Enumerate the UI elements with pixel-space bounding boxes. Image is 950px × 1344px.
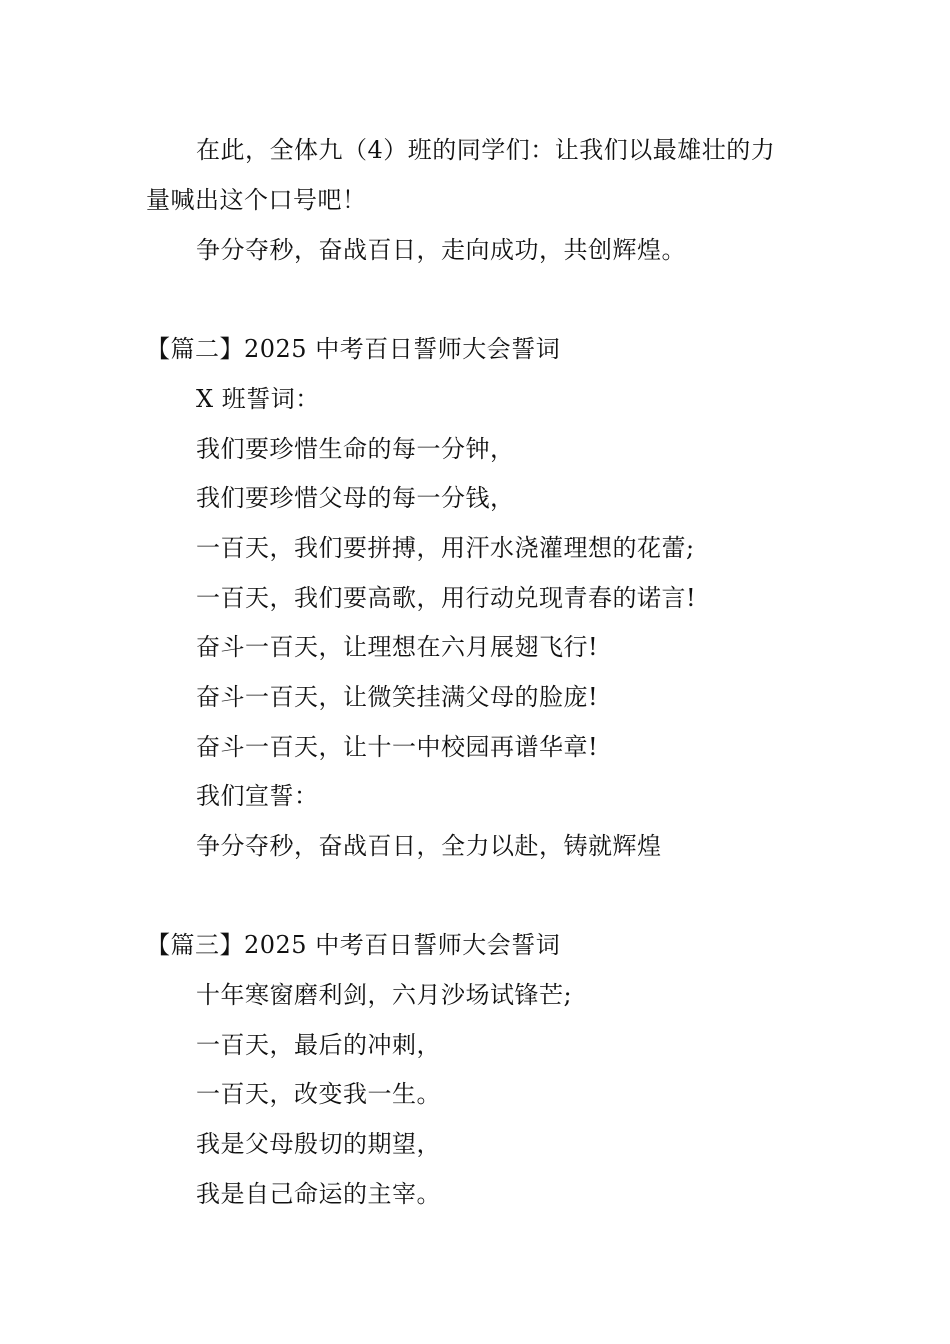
section-3-line: 我是父母殷切的期望，	[196, 1130, 441, 1158]
section-2-line: 奋斗一百天，让微笑挂满父母的脸庞!	[196, 683, 599, 711]
intro-line-1: 在此，全体九（4）班的同学们：让我们以最雄壮的力	[196, 136, 776, 164]
section-3-line: 一百天，最后的冲刺，	[196, 1031, 441, 1059]
section-3-line: 一百天，改变我一生。	[196, 1080, 441, 1108]
section-2-line: 我们要珍惜父母的每一分钱，	[196, 484, 515, 512]
section-3-line: 十年寒窗磨利剑，六月沙场试锋芒;	[196, 981, 573, 1009]
intro-line-2: 量喊出这个口号吧！	[146, 186, 367, 214]
section-2-line: 一百天，我们要高歌，用行动兑现青春的诺言!	[196, 584, 697, 612]
section-2-line: 争分夺秒，奋战百日，全力以赴，铸就辉煌	[196, 832, 662, 860]
section-2-line: 奋斗一百天，让理想在六月展翅飞行!	[196, 633, 599, 661]
section-2-line: 我们要珍惜生命的每一分钟，	[196, 435, 515, 463]
section-2-line: X 班誓词：	[196, 385, 320, 413]
section-2-line: 奋斗一百天，让十一中校园再谱华章!	[196, 733, 599, 761]
section-2-line: 我们宣誓：	[196, 782, 319, 810]
section-2-heading: 【篇二】2025 中考百日誓师大会誓词	[146, 335, 561, 363]
section-3-heading: 【篇三】2025 中考百日誓师大会誓词	[146, 931, 561, 959]
section-3-line: 我是自己命运的主宰。	[196, 1180, 441, 1208]
section-2-line: 一百天，我们要拼搏，用汗水浇灌理想的花蕾;	[196, 534, 695, 562]
intro-slogan: 争分夺秒，奋战百日，走向成功，共创辉煌。	[196, 236, 686, 264]
